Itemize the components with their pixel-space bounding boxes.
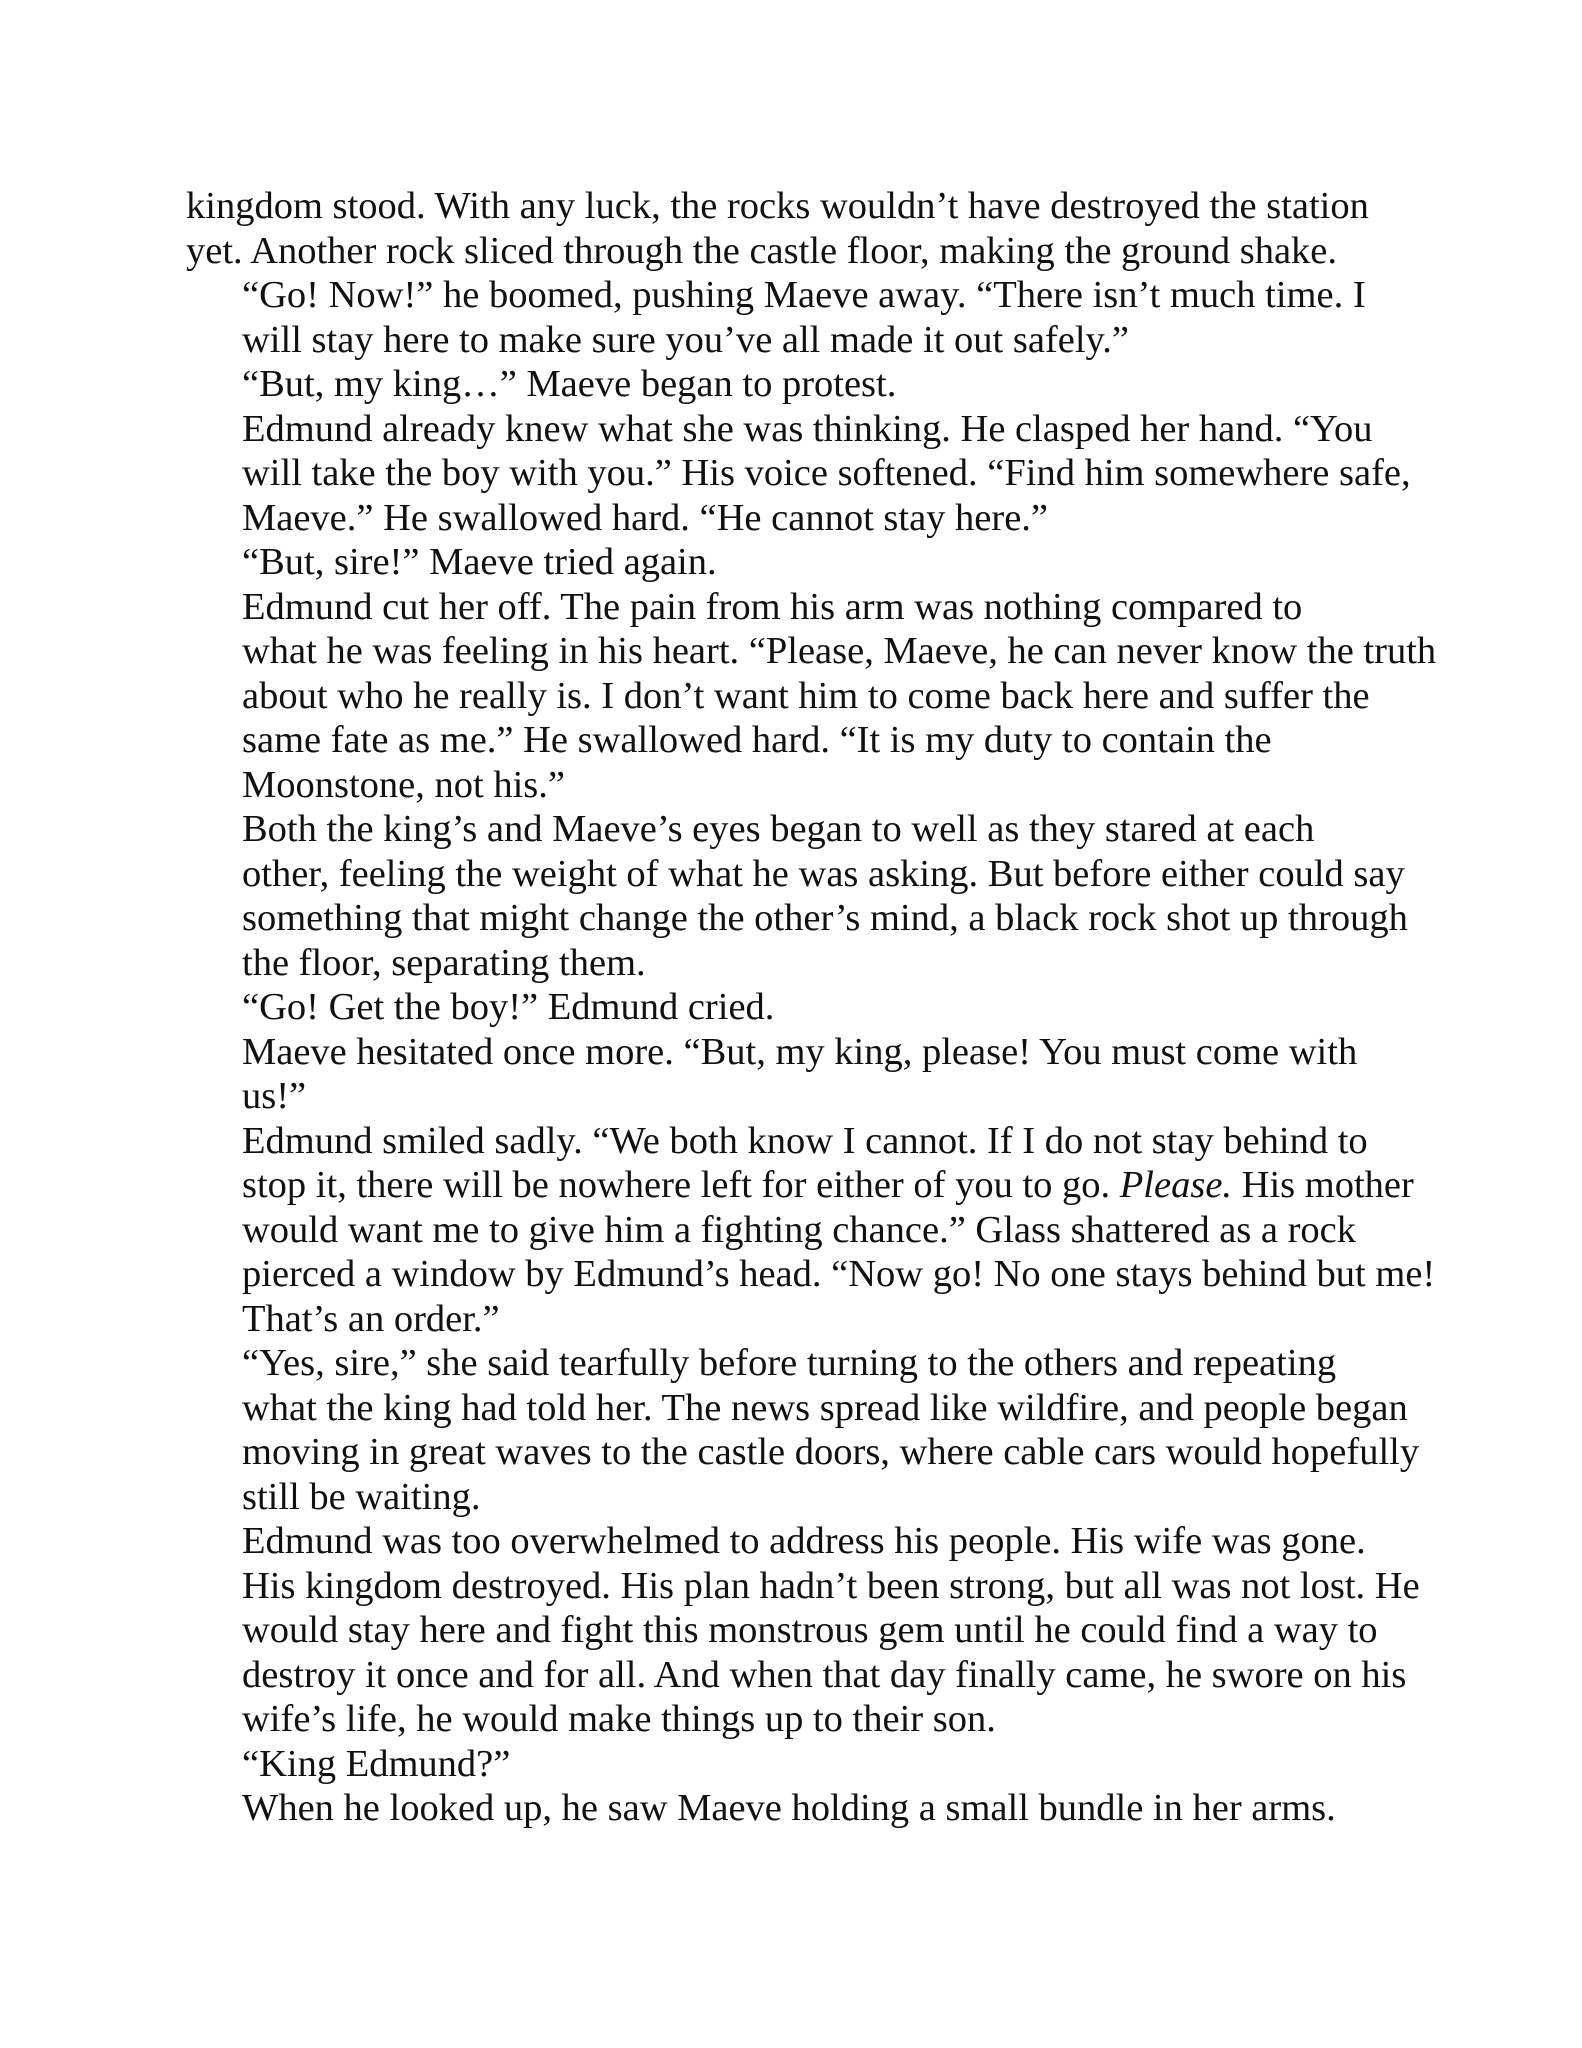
text-line: Both the king’s and Maeve’s eyes began to well as they stared at each (242, 808, 1315, 850)
text-line: His kingdom destroyed. His plan hadn’t been strong, but all was not lost. He (242, 1564, 1420, 1607)
text-line: Moonstone, not his.” (242, 763, 565, 806)
text-segment: His mother (1232, 1164, 1414, 1206)
text-line: “Go! Now!” he boomed, pushing Maeve away. “There isn’t much time. I (242, 274, 1366, 316)
text-line: Edmund smiled sadly. “We both know I cannot. If I do not stay behind to (242, 1119, 1368, 1162)
text-line: Maeve hesitated once more. “But, my king, please! You must come with (242, 1030, 1358, 1073)
text-line (186, 1163, 1414, 1208)
text-line: would stay here and fight this monstrous gem until he could find a way to (242, 1609, 1378, 1651)
text-line: still be waiting. (242, 1475, 481, 1518)
text-line: That’s an order.” (242, 1297, 500, 1340)
paragraph (186, 1786, 1396, 1831)
text-line: pierced a window by Edmund’s head. “Now go! No one stays behind but me! (242, 1253, 1436, 1295)
text-line: kingdom stood. With any luck, the rocks wouldn’t have destroyed the station (186, 185, 1369, 227)
paragraph (186, 1341, 1420, 1519)
text-line: “King Edmund?” (242, 1742, 511, 1785)
text-line: would want me to give him a fighting chance.” Glass shattered as a rock (242, 1208, 1357, 1251)
text-segment: stop it, there will be nowhere left for either of you to go. (242, 1164, 1120, 1206)
paragraph (186, 1119, 1436, 1342)
text-line: about who he really is. I don’t want him to come back here and suffer the (242, 674, 1370, 717)
text-line: moving in great waves to the castle doors, where cable cars would hopefully (242, 1431, 1420, 1473)
paragraph (186, 1519, 1420, 1742)
text-line: wife’s life, he would make things up to their son. (242, 1698, 996, 1740)
text-line: “Go! Get the boy!” Edmund cried. (242, 986, 775, 1028)
paragraph (186, 1030, 1396, 1119)
paragraph (186, 362, 1396, 407)
paragraph (186, 807, 1408, 985)
text-line: “But, sire!” Maeve tried again. (242, 541, 717, 583)
text-line: When he looked up, he saw Maeve holding a small bundle in her arms. (242, 1787, 1336, 1829)
text-line: Edmund already knew what she was thinking. He clasped her hand. “You (242, 407, 1373, 450)
italic-emphasis: Please. (1119, 1164, 1233, 1206)
text-line: what he was feeling in his heart. “Please, Maeve, he can never know the truth (242, 630, 1437, 672)
text-line: same fate as me.” He swallowed hard. “It is my duty to contain the (242, 719, 1272, 761)
text-line: “Yes, sire,” she said tearfully before turning to the others and repeating (242, 1342, 1337, 1384)
paragraph (186, 540, 1396, 585)
paragraph (186, 407, 1411, 541)
text-line: “But, my king…” Maeve began to protest. (242, 363, 897, 405)
text-line: Maeve.” He swallowed hard. “He cannot stay here.” (242, 496, 1048, 539)
text-line: the floor, separating them. (242, 941, 646, 984)
paragraph (186, 1742, 1396, 1787)
text-line: destroy it once and for all. And when that day finally came, he swore on his (242, 1653, 1407, 1696)
text-line: what the king had told her. The news spread like wildfire, and people began (242, 1386, 1408, 1429)
paragraph (186, 585, 1437, 808)
text-line: something that might change the other’s mind, a black rock shot up through (242, 897, 1408, 939)
text-line: will stay here to make sure you’ve all made it out safely.” (242, 318, 1129, 361)
text-line: other, feeling the weight of what he was asking. But before either could say (242, 852, 1405, 895)
text-line: will take the boy with you.” His voice softened. “Find him somewhere safe, (242, 452, 1411, 494)
text-line: yet. Another rock sliced through the castle floor, making the ground shake. (186, 229, 1338, 272)
text-line: us!” (242, 1075, 307, 1117)
text-line: Edmund cut her off. The pain from his arm was nothing compared to (242, 585, 1303, 628)
paragraph (186, 184, 1396, 273)
body-text (186, 184, 1437, 1831)
paragraph (186, 273, 1396, 362)
paragraph (186, 985, 1396, 1030)
text-line: Edmund was too overwhelmed to address his people. His wife was gone. (242, 1520, 1366, 1562)
